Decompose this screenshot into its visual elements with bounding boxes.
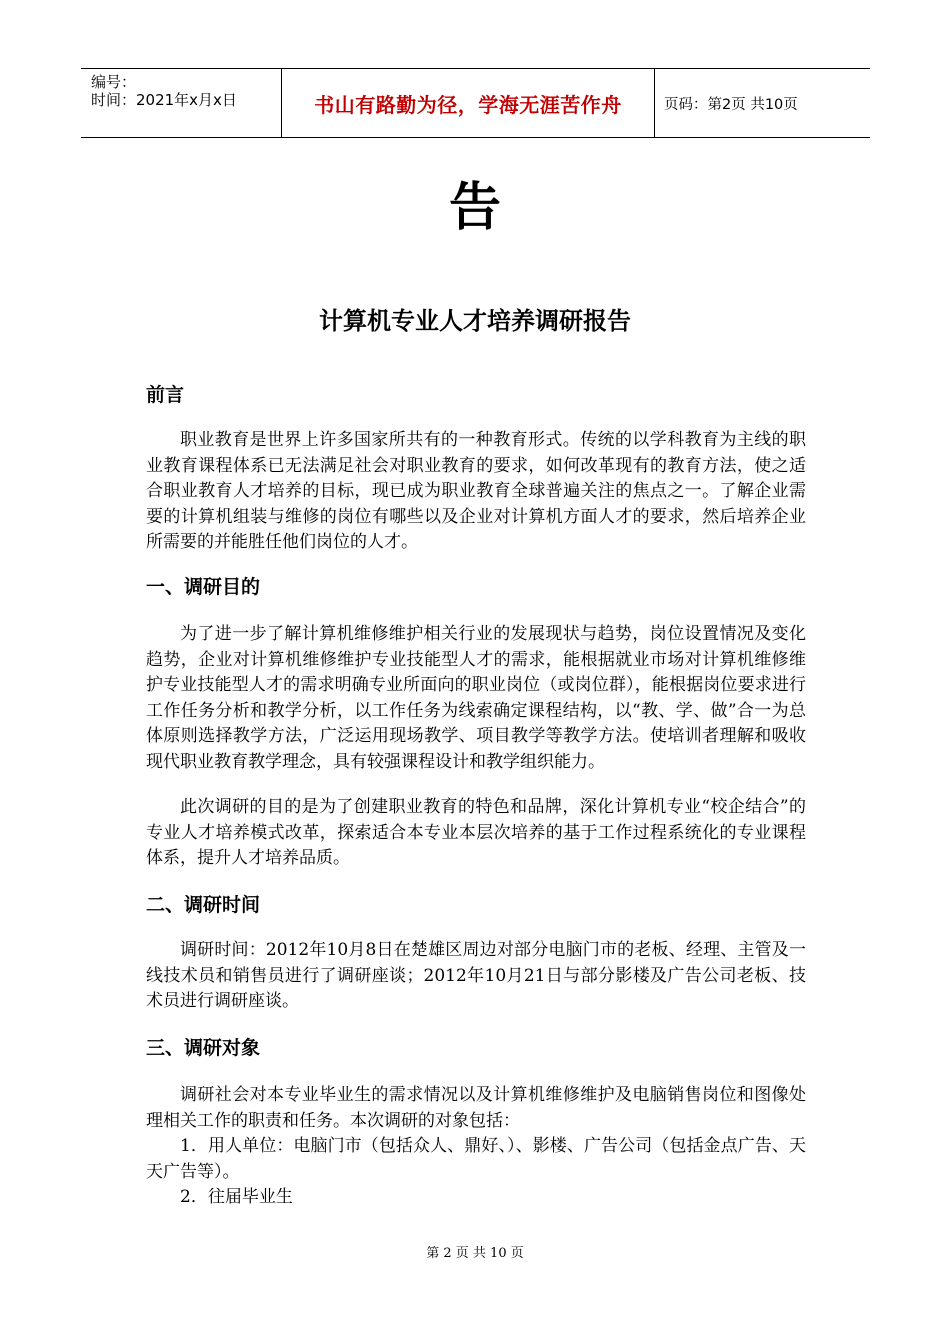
header-page-cell xyxy=(655,69,870,137)
document-date: 时间：2021年x月x日 xyxy=(91,91,237,109)
header-meta-cell xyxy=(81,69,282,137)
page-title: 计算机专业人才培养调研报告 xyxy=(319,307,631,335)
list-item: 2．往届毕业生 xyxy=(180,1187,293,1207)
section-1-paragraph-2: 此次调研的目的是为了创建职业教育的特色和品牌，深化计算机专业“校企结合”的专业人才培养模式改革，探索适合本专业本层次培养的基于工作过程系统化的专业课程体系，提升人才培养品质。 xyxy=(146,797,806,868)
document-number-label: 编号： xyxy=(91,73,137,91)
section-1-paragraph-1: 为了进一步了解计算机维修维护相关行业的发展现状与趋势，岗位设置情况及变化趋势，企业对计算机维修维护专业技能型人才的需求，能根据就业市场对计算机维修维护专业技能型人才的需求明确专业所面向的职业岗位（或岗位群），能根据岗位要求进行工作任务分析和教学分析，以工作任务为线索确定课程结构，以“教、学、做”合一为总体原则选择教学方法，广泛运用现场教学、项目教学等教学方法。使培训者理解和吸收现代职业教育教学理念，具有较强课程设计和教学组织能力。 xyxy=(146,624,806,772)
preface-heading: 前言 xyxy=(146,384,185,406)
page-footer: 第 2 页 共 10 页 xyxy=(426,1246,524,1261)
motto: 书山有路勤为径，学海无涯苦作舟 xyxy=(314,92,622,117)
section-3-paragraph: 调研社会对本专业毕业生的需求情况以及计算机维修维护及电脑销售岗位和图像处理相关工作的职责和任务。本次调研的对象包括： xyxy=(146,1085,806,1131)
header-motto-cell xyxy=(282,69,655,137)
section-1-heading: 一、调研目的 xyxy=(146,576,261,598)
list-item: 1．用人单位：电脑门市（包括众人、鼎好、）、影楼、广告公司（包括金点广告、天天广告等）。 xyxy=(146,1136,806,1182)
preface-paragraph: 职业教育是世界上许多国家所共有的一种教育形式。传统的以学科教育为主线的职业教育课程体系已无法满足社会对职业教育的要求，如何改革现有的教育方法，使之适合职业教育人才培养的目标，现已成为职业教育全球普遍关注的焦点之一。了解企业需要的计算机组装与维修的岗位有哪些以及企业对计算机方面人才的要求，然后培养企业所需要的并能胜任他们岗位的人才。 xyxy=(146,430,806,552)
section-2-paragraph: 调研时间：2012年10月8日在楚雄区周边对部分电脑门市的老板、经理、主管及一线技术员和销售员进行了调研座谈；2012年10月21日与部分影楼及广告公司老板、技术员进行调研座谈。 xyxy=(146,940,806,1011)
page-info: 页码：第2页 共10页 xyxy=(664,96,798,113)
document-header xyxy=(81,68,870,138)
section-3-heading: 三、调研对象 xyxy=(146,1037,261,1059)
large-heading-char: 告 xyxy=(448,178,501,238)
section-2-heading: 二、调研时间 xyxy=(146,894,261,916)
